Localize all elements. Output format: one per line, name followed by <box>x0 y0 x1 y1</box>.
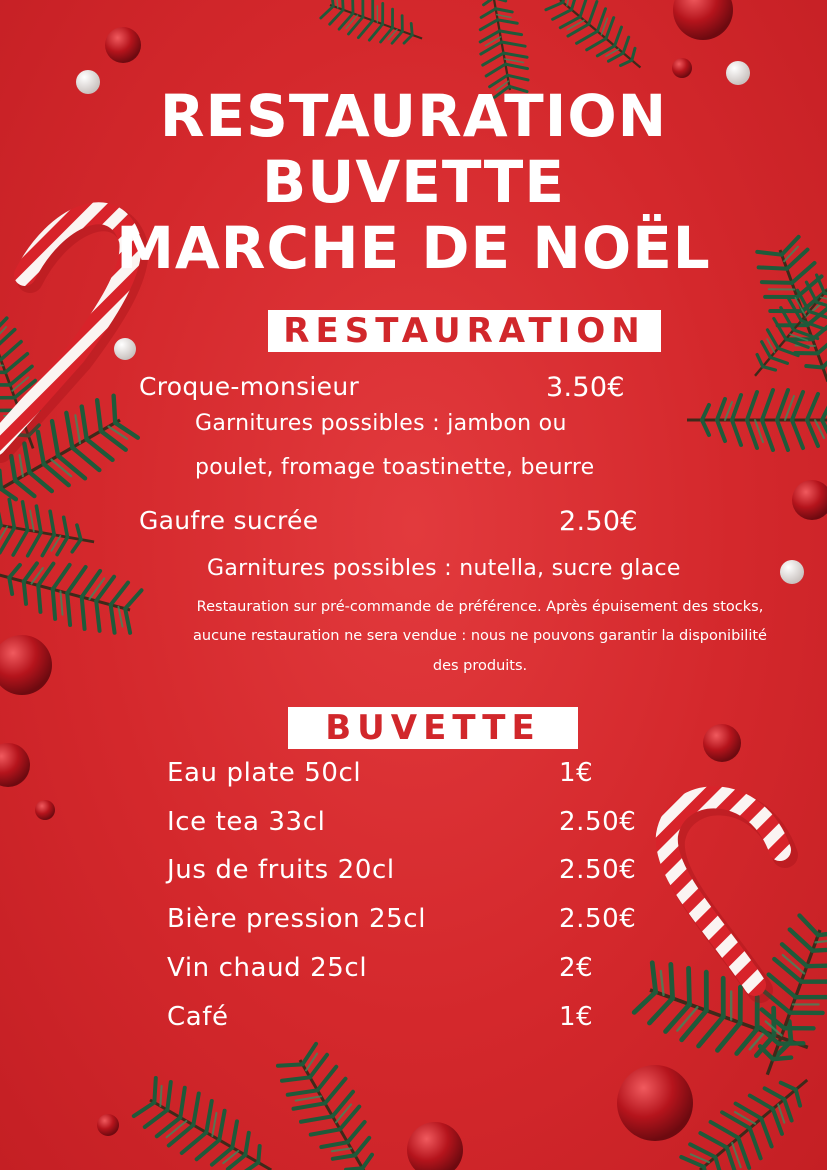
drink-name: Vin chaud 25cl <box>167 953 368 983</box>
drink-price: 2.50€ <box>559 855 637 885</box>
main-title-line-1: RESTAURATION <box>159 82 668 150</box>
drink-price: 1€ <box>559 1002 594 1032</box>
drink-price: 2.50€ <box>559 904 637 934</box>
main-title-line-2: BUVETTE <box>262 148 565 216</box>
drink-name: Bière pression 25cl <box>167 904 427 934</box>
drink-price: 2.50€ <box>559 807 637 837</box>
menu-item-name: Croque-monsieur <box>139 372 360 401</box>
preorder-note-line: Restauration sur pré-commande de préférence. Après épuisement des stocks, <box>196 599 764 615</box>
drink-price: 2€ <box>559 953 594 983</box>
menu-item-price: 3.50€ <box>546 372 625 403</box>
drink-name: Jus de fruits 20cl <box>167 855 395 885</box>
preorder-note-line: des produits. <box>432 658 528 674</box>
menu-item-price: 2.50€ <box>559 506 638 537</box>
drink-name: Café <box>167 1002 229 1032</box>
candy-cane-icon <box>667 797 785 990</box>
drink-name: Eau plate 50cl <box>167 758 362 788</box>
drink-name: Ice tea 33cl <box>167 807 326 837</box>
menu-item-name: Gaufre sucrée <box>139 506 319 535</box>
garnish-text: Garnitures possibles : jambon ou <box>195 411 567 436</box>
main-title-line-3: MARCHE DE NOËL <box>116 214 711 282</box>
preorder-note-line: aucune restauration ne sera vendue : nous ne pouvons garantir la disponibilité <box>193 628 767 644</box>
drink-price: 1€ <box>559 758 594 788</box>
garnish-text: Garnitures possibles : nutella, sucre glace <box>207 556 681 581</box>
section-heading-buvette: BUVETTE <box>288 707 578 749</box>
section-heading-restauration: RESTAURATION <box>268 310 661 352</box>
garnish-text: poulet, fromage toastinette, beurre <box>195 455 595 480</box>
